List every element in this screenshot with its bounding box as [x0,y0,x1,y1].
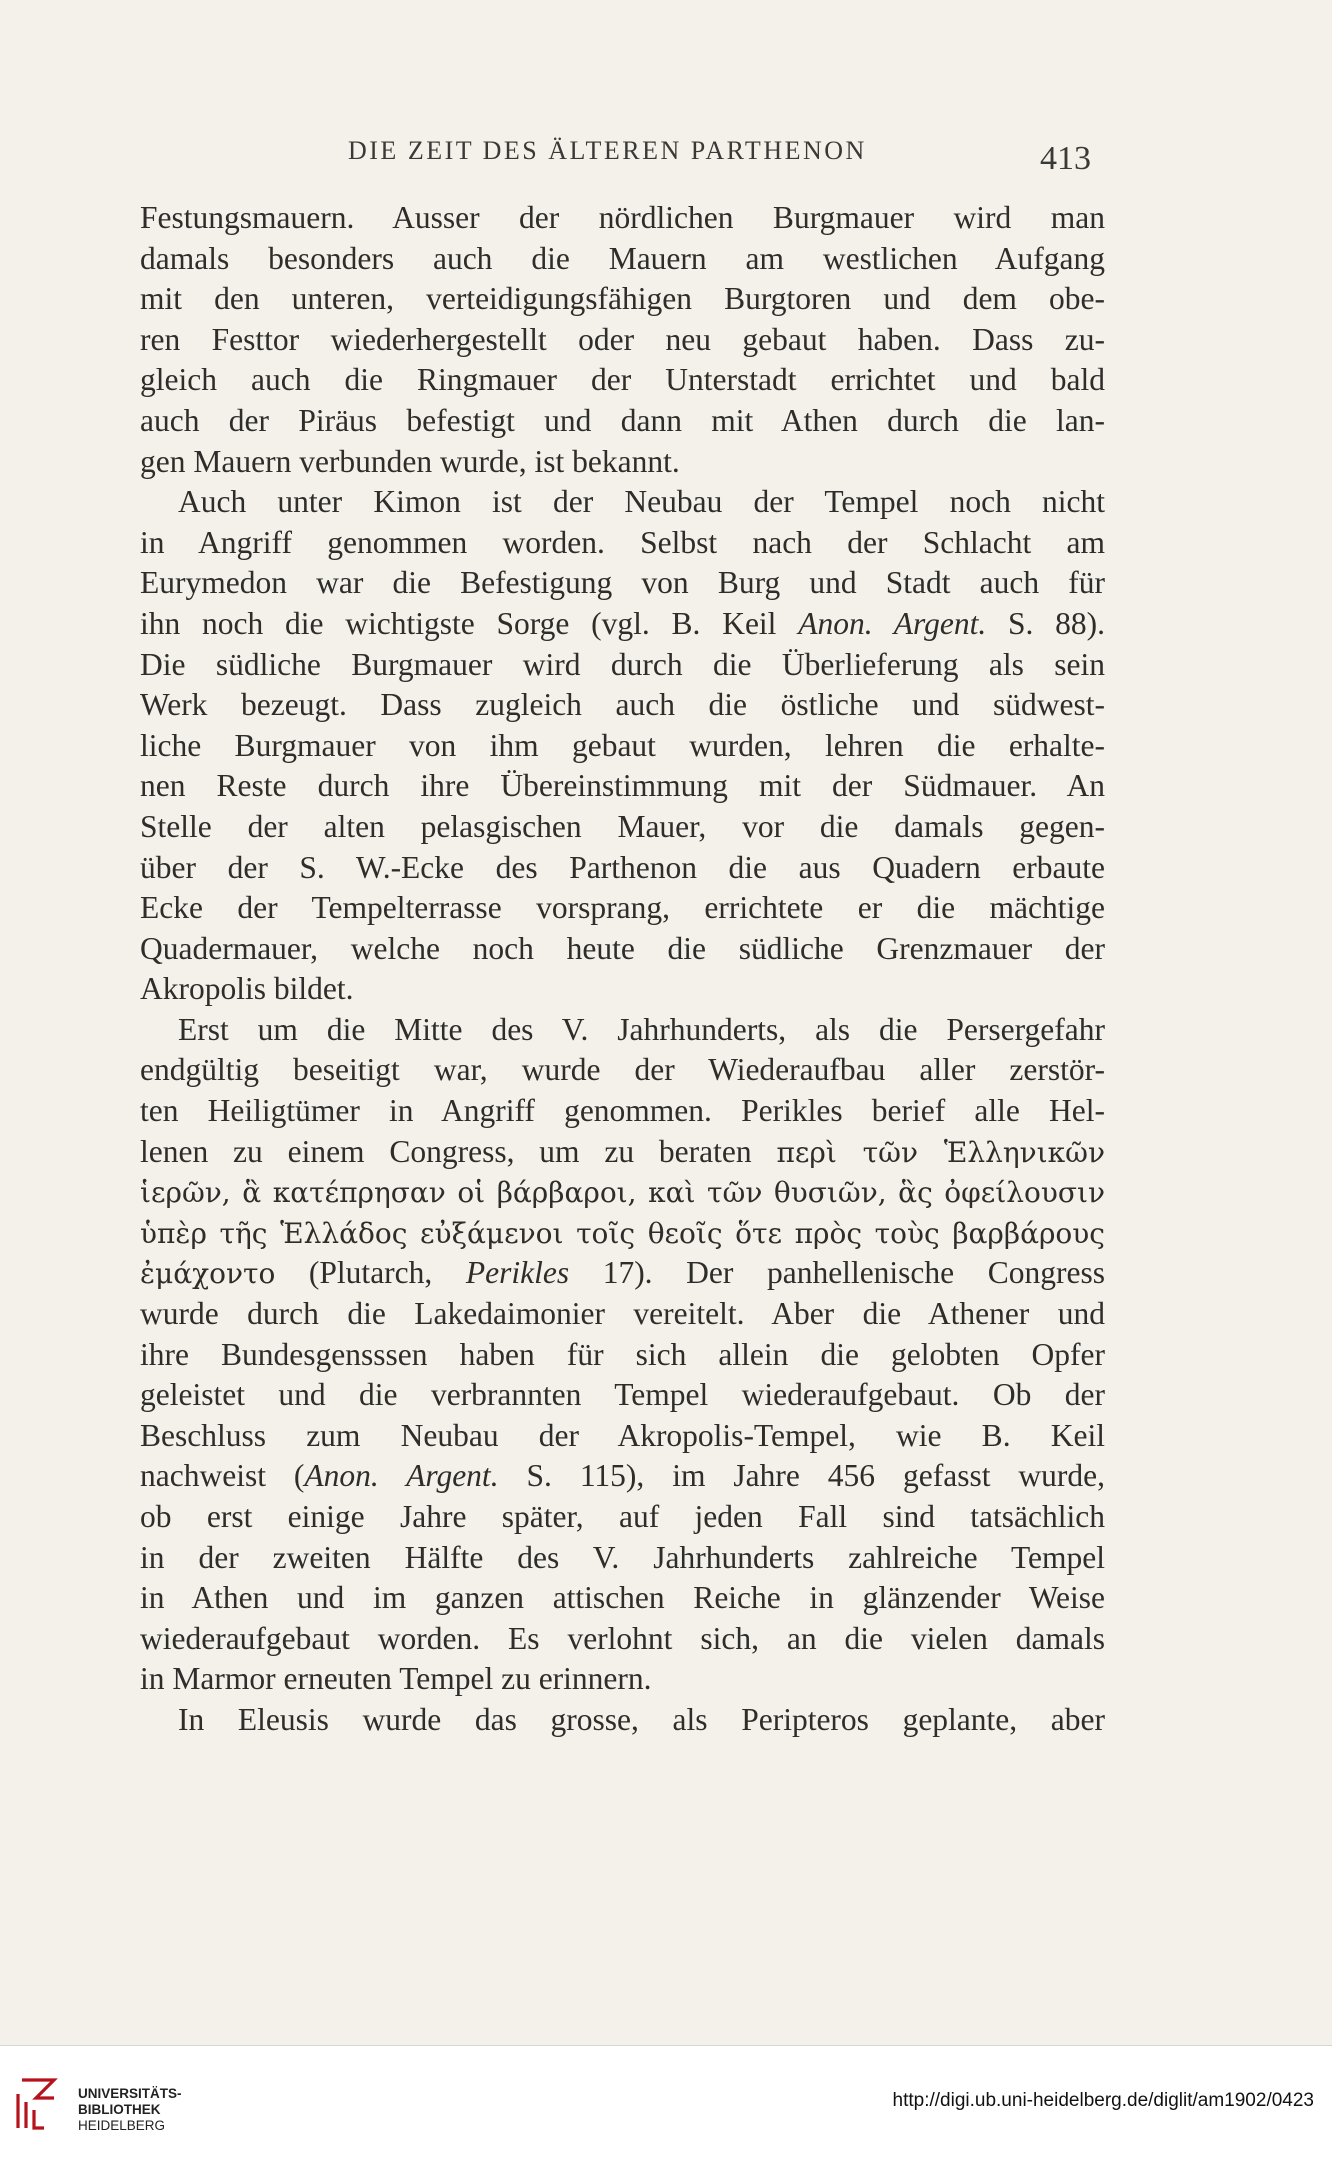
text-line [140,239,1105,280]
text-run: in der zweiten Hälfte des V. Jahrhunderts zahlreiche Tempel [140,1539,1105,1575]
text-run: wiederaufgebaut worden. Es verlohnt sich, an die vielen damals [140,1620,1105,1656]
text-run: Auch unter Kimon ist der Neubau der Tempel noch nicht [178,484,1105,520]
text-run: S. 88). [986,605,1105,641]
text-run: Akropolis bildet. [140,971,354,1007]
text-line [140,1050,1105,1091]
text-line [140,523,1105,564]
text-run: ob erst einige Jahre später, auf jeden Fall sind tatsächlich [140,1499,1105,1534]
text-line [140,401,1105,442]
text-run: Stelle der alten pelasgischen Mauer, vor die damals gegen- [140,808,1105,844]
text-run: gleich auch die Ringmauer der Unterstadt errichtet und bald [140,362,1105,398]
text-line [140,1375,1105,1416]
text-run: endgültig beseitigt war, wurde der Wiederaufbau aller zerstör- [140,1052,1105,1088]
source-url[interactable]: http://digi.ub.uni-heidelberg.de/diglit/am1902/0423 [892,2090,1314,2111]
text-line [140,848,1105,889]
text-line [140,563,1105,604]
text-run: wurde durch die Lakedaimonier vereitelt. Aber die Athener und [140,1296,1105,1332]
text-run: nen Reste durch ihre Übereinstimmung mit der Südmauer. An [140,768,1105,804]
text-run: mit den unteren, verteidigungsfähigen Burgtoren und dem obe- [140,281,1105,317]
text-line [140,1497,1105,1538]
text-run: über der S. W.-Ecke des Parthenon die aus Quadern erbaute [140,849,1105,885]
text-run: geleistet und die verbrannten Tempel wiederaufgebaut. Ob der [140,1377,1105,1413]
text-line [140,1091,1105,1132]
greek-quote: ἐμάχοντο [140,1257,276,1291]
library-logo-text [78,2086,182,2134]
text-line [140,1132,1105,1173]
text-run: Eurymedon war die Befestigung von Burg und Stadt auch für [140,565,1105,601]
running-head: DIE ZEIT DES ÄLTEREN PARTHENON [348,136,867,165]
logo-line-2: BIBLIOTHEK [78,2102,161,2117]
text-line [140,645,1105,686]
text-run: liche Burgmauer von ihm gebaut wurden, lehren die erhalte- [140,727,1105,763]
text-line [140,888,1105,929]
greek-quote: περὶ τῶν Ἑλληνικῶν [776,1135,1106,1169]
text-line [140,1659,1105,1700]
text-line [140,442,1105,483]
greek-quote: ἱερῶν, ἃ κατέπρησαν οἱ βάρβαροι, καὶ τῶν θυσιῶν, ἃς ὀφείλουσιν [140,1176,1105,1210]
text-line [140,198,1105,239]
greek-quote: ὑπὲρ τῆς Ἑλλάδος εὐξάμενοι τοῖς θεοῖς ὅτε πρὸς τοὺς βαρβάρους [140,1216,1105,1250]
text-line [140,766,1105,807]
text-line [140,929,1105,970]
logo-line-3: HEIDELBERG [78,2118,166,2133]
text-line [140,1538,1105,1579]
text-run: (Plutarch, [275,1255,466,1291]
library-logo-icon [14,2072,66,2134]
text-line [140,969,1105,1010]
text-line [140,1700,1105,1741]
text-run: Ecke der Tempelterrasse vorsprang, errichtete er die mächtige [140,890,1105,926]
text-line [140,1172,1105,1213]
text-line [140,1416,1105,1457]
text-run: in Athen und im ganzen attischen Reiche in glänzender Weise [140,1580,1105,1616]
text-run: 17). Der panhellenische Congress [569,1255,1105,1291]
text-run: gen Mauern verbunden wurde, ist bekannt. [140,443,680,479]
footer-bar [0,2045,1332,2160]
text-line [140,1619,1105,1660]
text-run: Die südliche Burgmauer wird durch die Überlieferung als sein [140,646,1105,682]
text-run: ihn noch die wichtigste Sorge (vgl. B. Keil [140,605,799,641]
text-line [140,1294,1105,1335]
text-run: damals besonders auch die Mauern am westlichen Aufgang [140,240,1105,276]
text-line [140,604,1105,645]
italic-citation: Anon. Argent. [304,1458,499,1494]
text-run: in Angriff genommen worden. Selbst nach der Schlacht am [140,524,1105,560]
text-run: ten Heiligtümer in Angriff genommen. Perikles berief alle Hel- [140,1093,1105,1129]
text-run: Festungsmauern. Ausser der nördlichen Burgmauer wird man [140,200,1105,235]
text-run: nachweist ( [140,1458,305,1494]
text-run: ihre Bundesgensssen haben für sich allein die gelobten Opfer [140,1336,1105,1372]
italic-citation: Perikles [465,1255,570,1291]
text-run: Beschluss zum Neubau der Akropolis-Tempel, wie B. Keil [140,1417,1105,1453]
text-line [140,360,1105,401]
text-run: Quadermauer, welche noch heute die südliche Grenzmauer der [140,930,1105,966]
text-line [140,1456,1105,1497]
text-run: in Marmor erneuten Tempel zu erinnern. [140,1661,652,1697]
text-line [140,1335,1105,1376]
text-line [140,807,1105,848]
text-run: Erst um die Mitte des V. Jahrhunderts, als die Persergefahr [178,1011,1105,1047]
text-line [140,320,1105,361]
logo-line-1: UNIVERSITÄTS- [78,2086,182,2101]
text-line [140,1253,1105,1294]
text-run: ren Festtor wiederhergestellt oder neu gebaut haben. Dass zu- [140,321,1105,357]
text-line [140,685,1105,726]
italic-citation: Anon. Argent. [798,605,987,641]
text-line [140,1213,1105,1254]
text-line [140,1578,1105,1619]
text-line [140,279,1105,320]
text-line [140,726,1105,767]
text-run: lenen zu einem Congress, um zu beraten [140,1133,777,1169]
text-line [140,1010,1105,1051]
text-run: In Eleusis wurde das grosse, als Peripteros geplante, aber [178,1701,1105,1737]
text-run: S. 115), im Jahre 456 gefasst wurde, [498,1458,1105,1494]
body-text [140,198,1105,1741]
text-run: Werk bezeugt. Dass zugleich auch die östliche und südwest- [140,687,1105,723]
text-line [140,482,1105,523]
text-run: auch der Piräus befestigt und dann mit Athen durch die lan- [140,402,1105,438]
page-number: 413 [1040,140,1091,177]
